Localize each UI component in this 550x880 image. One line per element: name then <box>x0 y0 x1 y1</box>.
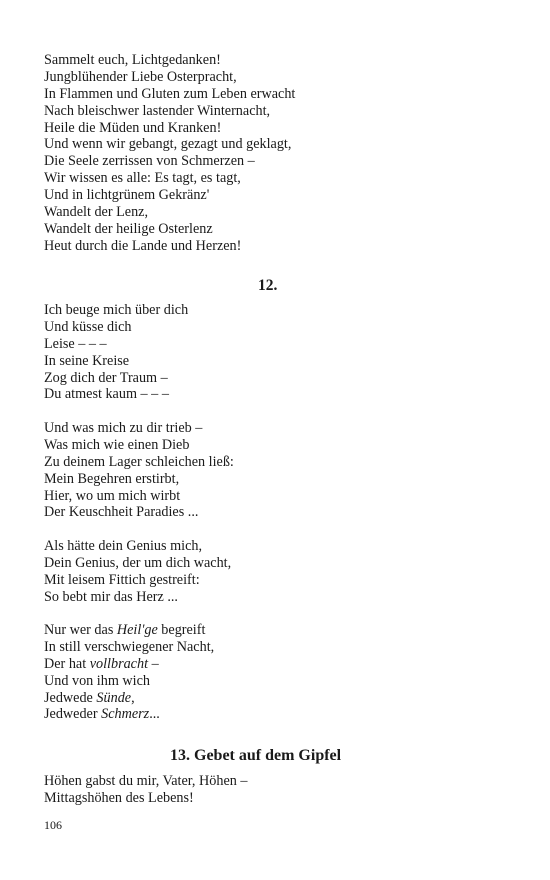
text-run: begreift <box>157 622 206 638</box>
poem-line: Du atmest kaum – – – <box>44 386 169 403</box>
poem-line <box>44 622 514 639</box>
poem-line: Was mich wie einen Dieb <box>44 436 190 453</box>
poem-12-stanza-2 <box>44 420 514 521</box>
page-number: 106 <box>44 818 62 832</box>
poem-13-stanza-1 <box>44 773 514 807</box>
poem-line: So bebt mir das Herz ... <box>44 588 178 605</box>
poem-line: Heut durch die Lande und Herzen! <box>44 237 242 254</box>
text-run: Der hat <box>44 655 90 672</box>
poem-line: Als hätte dein Genius mich, <box>44 538 203 554</box>
poem-line <box>44 690 514 707</box>
poem-line: Ich beuge mich über dich <box>44 302 189 318</box>
poem-line: Der Keuschheit Paradies ... <box>44 504 199 521</box>
poem-line: Jungblühender Liebe Osterpracht, <box>44 68 237 85</box>
poem-line: Zu deinem Lager schleichen ließ: <box>44 453 234 470</box>
poem-line <box>44 656 514 673</box>
poem-line: Mein Begehren erstirbt, <box>44 470 180 487</box>
poem-line: Dein Genius, der um dich wacht, <box>44 554 232 571</box>
poem-line: Nach bleischwer lastender Winternacht, <box>44 102 271 119</box>
poem-line: Und küsse dich <box>44 318 132 335</box>
text-run: , <box>131 689 135 706</box>
poem-12-heading: 12. <box>258 277 278 294</box>
italic-word: Sünde <box>96 689 132 706</box>
poem-line: Wandelt der heilige Osterlenz <box>44 220 213 237</box>
poem-line: Heile die Müden und Kranken! <box>44 119 222 136</box>
poem-line: Die Seele zerrissen von Schmerzen – <box>44 153 255 170</box>
text-run: – <box>148 655 159 672</box>
poem-line: Höhen gabst du mir, Vater, Höhen – <box>44 773 248 789</box>
poem-line: Und in lichtgrünem Gekränz' <box>44 187 210 204</box>
stanza-closing-previous-poem <box>44 52 514 255</box>
poem-line: Mit leisem Fittich gestreift: <box>44 571 200 588</box>
poem-12-stanza-1 <box>44 302 514 403</box>
italic-word: vollbracht <box>89 655 149 672</box>
text-run: Jedwede <box>44 689 97 706</box>
poem-line: In seine Kreise <box>44 352 130 369</box>
poem-13-heading: 13. Gebet auf dem Gipfel <box>170 747 342 764</box>
poem-line: Wir wissen es alle: Es tagt, es tagt, <box>44 170 241 187</box>
poem-12-stanza-4 <box>44 622 514 723</box>
poem-line <box>44 706 514 723</box>
poem-line: Sammelt euch, Lichtgedanken! <box>44 52 221 68</box>
italic-word: Heil'ge <box>116 622 158 638</box>
poem-line: Hier, wo um mich wirbt <box>44 487 181 504</box>
italic-word: Schmerz <box>101 706 150 723</box>
poem-line: Und von ihm wich <box>44 672 151 689</box>
poem-line: Mittagshöhen des Lebens! <box>44 789 194 806</box>
poem-line: Und wenn wir gebangt, gezagt und geklagt, <box>44 136 292 153</box>
poem-line: Leise – – – <box>44 335 107 352</box>
poem-line: In still verschwiegener Nacht, <box>44 638 215 655</box>
poem-line: Und was mich zu dir trieb – <box>44 420 203 436</box>
poem-line: Zog dich der Traum – <box>44 369 168 386</box>
poem-line: Wandelt der Lenz, <box>44 204 149 221</box>
text-run: Nur wer das <box>44 622 117 638</box>
text-run: Jedweder <box>44 706 102 723</box>
text-run: ... <box>149 706 160 723</box>
poem-12-stanza-3 <box>44 538 514 606</box>
poem-line: In Flammen und Gluten zum Leben erwacht <box>44 85 296 102</box>
